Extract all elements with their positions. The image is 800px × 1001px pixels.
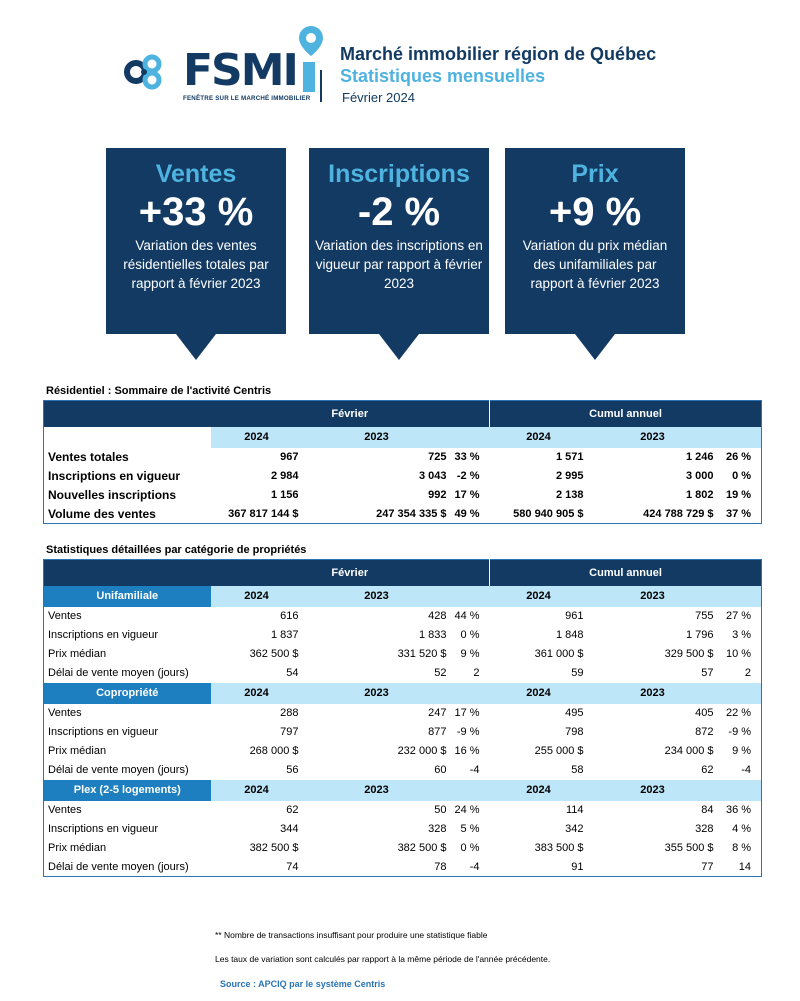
value-cell: 1 156	[270, 489, 299, 501]
kpi-label: Inscriptions	[328, 160, 470, 188]
value-cell: 234 000 $	[664, 745, 714, 757]
value-cell: 77	[701, 860, 714, 873]
year-header: 2024	[211, 586, 303, 607]
value-cell: 725	[428, 451, 447, 463]
value-cell: 58	[571, 764, 584, 776]
value-cell: 288	[280, 707, 299, 719]
table-row	[44, 723, 762, 742]
row-label: Délai de vente moyen (jours)	[48, 764, 189, 776]
value-cell: 798	[565, 726, 584, 738]
value-cell: 255 000 $	[534, 745, 584, 757]
year-header: 2023	[588, 683, 718, 704]
year-header: 2023	[303, 427, 451, 448]
kpi-description: Variation du prix médian des unifamiliales par rapport à février 2023	[522, 238, 668, 291]
row-label: Ventes	[48, 610, 82, 622]
variation-cell: 19 %	[725, 489, 752, 501]
period-header: Cumul annuel	[490, 401, 762, 427]
variation-cell: -9 %	[456, 726, 480, 738]
value-cell: 428	[428, 610, 447, 622]
table-row	[44, 742, 762, 761]
value-cell: 54	[286, 667, 299, 679]
value-cell: 247 354 335 $	[376, 507, 447, 520]
table-row	[44, 761, 762, 780]
variation-cell: 5 %	[460, 823, 480, 835]
row-label: Inscriptions en vigueur	[48, 823, 159, 835]
year-header: 2023	[303, 780, 451, 801]
table-row	[44, 645, 762, 664]
page-title: Marché immobilier région de Québec	[340, 44, 657, 64]
source-note: Source : APCIQ par le système Centris	[220, 979, 386, 989]
row-label: Inscriptions en vigueur	[48, 629, 159, 641]
period-header: Février	[211, 401, 490, 427]
year-header: 2023	[303, 586, 451, 607]
category-label: Unifamiliale	[44, 586, 211, 607]
kpi-description: Variation des ventes résidentielles totales par rapport à février 2023	[123, 238, 269, 291]
footnote-variation: Les taux de variation sont calculés par rapport à la même période de l'année précédente.	[215, 954, 551, 964]
kpi-value: -2 %	[357, 190, 441, 234]
value-cell: 383 500 $	[534, 842, 584, 854]
variation-cell: 44 %	[454, 610, 480, 622]
variation-cell: 2	[744, 667, 752, 679]
table-row	[44, 505, 762, 524]
value-cell: 1 571	[555, 451, 584, 463]
summary-title: Résidentiel : Sommaire de l'activité Centris	[46, 385, 272, 397]
value-cell: 62	[701, 764, 714, 776]
value-cell: 62	[286, 804, 299, 816]
row-label: Prix médian	[48, 745, 107, 757]
logo-wordmark: FSMI	[183, 45, 297, 96]
value-cell: 59	[571, 667, 584, 679]
table-row	[44, 801, 762, 820]
header-divider	[320, 70, 322, 102]
variation-cell: 0 %	[460, 842, 480, 854]
value-cell: 367 817 144 $	[228, 507, 299, 520]
value-cell: 355 500 $	[664, 842, 714, 854]
table-header-row	[44, 560, 762, 586]
table-row	[44, 858, 762, 877]
value-cell: 362 500 $	[249, 648, 299, 660]
value-cell: 50	[434, 804, 447, 816]
variation-cell: 27 %	[725, 610, 752, 622]
table-row	[44, 664, 762, 683]
row-label: Ventes	[48, 707, 82, 719]
row-label: Ventes	[48, 804, 82, 816]
value-cell: 405	[695, 707, 714, 719]
row-label: Délai de vente moyen (jours)	[48, 667, 189, 679]
variation-cell: 9 %	[732, 745, 752, 757]
footnote-insufficient: ** Nombre de transactions insuffisant pour produire une statistique fiable	[215, 930, 488, 940]
row-label: Inscriptions en vigueur	[48, 469, 181, 483]
variation-cell: 17 %	[454, 707, 480, 719]
value-cell: 3 043	[418, 470, 447, 482]
value-cell: 328	[695, 823, 714, 835]
value-cell: 1 802	[685, 489, 714, 501]
table-row	[44, 607, 762, 626]
kpi-listings	[309, 148, 489, 334]
value-cell: 967	[280, 451, 299, 463]
year-header-row	[44, 427, 762, 448]
value-cell: 331 520 $	[397, 648, 447, 660]
fsmi-logo-icon	[122, 50, 166, 94]
value-cell: 328	[428, 823, 447, 835]
value-cell: 2 138	[555, 489, 584, 501]
value-cell: 382 500 $	[397, 842, 447, 854]
value-cell: 424 788 729 $	[643, 507, 714, 520]
variation-cell: 37 %	[725, 507, 752, 520]
logo-tagline: FENÊTRE SUR LE MARCHÉ IMMOBILIER	[183, 95, 311, 102]
variation-cell: 17 %	[454, 489, 480, 501]
year-header: 2024	[490, 427, 588, 448]
value-cell: 52	[434, 667, 447, 679]
value-cell: 84	[701, 804, 714, 816]
year-header: 2023	[303, 683, 451, 704]
variation-cell: 3 %	[732, 629, 752, 641]
variation-cell: 49 %	[454, 507, 480, 520]
year-header: 2023	[588, 780, 718, 801]
row-label: Nouvelles inscriptions	[48, 488, 177, 502]
variation-cell: 2	[473, 667, 480, 679]
variation-cell: 9 %	[460, 648, 480, 660]
variation-cell: 26 %	[725, 451, 752, 463]
variation-cell: 4 %	[732, 823, 752, 835]
detail-table	[43, 559, 762, 877]
detail-title: Statistiques détaillées par catégorie de propriétés	[46, 544, 307, 556]
kpi-value: +33 %	[138, 190, 254, 234]
value-cell: 74	[286, 860, 299, 873]
row-label: Inscriptions en vigueur	[48, 726, 159, 738]
variation-cell: -4	[469, 764, 480, 776]
value-cell: 57	[701, 667, 714, 679]
value-cell: 3 000	[685, 470, 714, 482]
value-cell: 877	[428, 726, 447, 738]
value-cell: 60	[434, 764, 447, 776]
variation-cell: 14	[738, 860, 752, 873]
value-cell: 1 246	[685, 451, 714, 463]
variation-cell: -4	[469, 860, 480, 873]
variation-cell: 33 %	[454, 451, 480, 463]
variation-cell: 0 %	[460, 629, 480, 641]
value-cell: 329 500 $	[664, 648, 714, 660]
value-cell: 1 837	[270, 629, 299, 641]
year-header: 2024	[211, 780, 303, 801]
value-cell: 2 995	[555, 470, 584, 482]
table-row	[44, 626, 762, 645]
variation-cell: -4	[741, 764, 752, 776]
value-cell: 797	[280, 726, 299, 738]
variation-cell: 36 %	[725, 804, 752, 816]
period-header: Cumul annuel	[490, 560, 762, 586]
value-cell: 56	[286, 764, 299, 776]
year-header: 2023	[588, 586, 718, 607]
value-cell: 495	[565, 707, 584, 719]
period-header: Février	[211, 560, 490, 586]
variation-cell: 16 %	[454, 745, 480, 757]
value-cell: 755	[695, 610, 714, 622]
year-header: 2024	[490, 780, 588, 801]
value-cell: 382 500 $	[249, 842, 299, 854]
kpi-description: Variation des inscriptions en vigueur par rapport à février 2023	[315, 238, 483, 291]
kpi-label: Prix	[571, 160, 619, 188]
kpi-label: Ventes	[155, 160, 237, 188]
row-label: Prix médian	[48, 648, 107, 660]
value-cell: 114	[565, 804, 584, 816]
value-cell: 961	[565, 610, 584, 622]
variation-cell: -9 %	[728, 726, 752, 738]
row-label: Ventes totales	[48, 450, 129, 464]
kpi-sales	[106, 148, 286, 334]
year-header: 2024	[490, 586, 588, 607]
value-cell: 342	[565, 823, 584, 835]
report-period: Février 2024	[342, 90, 415, 105]
value-cell: 2 984	[270, 470, 299, 482]
row-label: Prix médian	[48, 842, 107, 854]
category-header-row	[44, 683, 762, 704]
value-cell: 580 940 905 $	[513, 507, 584, 520]
value-cell: 361 000 $	[534, 648, 584, 660]
value-cell: 992	[428, 489, 447, 501]
table-row	[44, 467, 762, 486]
category-header-row	[44, 780, 762, 801]
table-row	[44, 704, 762, 723]
variation-cell: -2 %	[456, 470, 480, 482]
variation-cell: 22 %	[725, 707, 752, 719]
kpi-value: +9 %	[548, 190, 642, 234]
table-row	[44, 839, 762, 858]
page-subtitle: Statistiques mensuelles	[340, 66, 546, 86]
value-cell: 78	[434, 860, 447, 873]
value-cell: 344	[280, 823, 299, 835]
value-cell: 268 000 $	[249, 745, 299, 757]
kpi-price	[505, 148, 685, 334]
value-cell: 247	[428, 707, 447, 719]
value-cell: 91	[571, 860, 584, 873]
variation-cell: 8 %	[732, 842, 752, 854]
year-header: 2023	[588, 427, 718, 448]
table-header-row	[44, 401, 762, 427]
value-cell: 616	[280, 610, 299, 622]
variation-cell: 24 %	[454, 804, 480, 816]
year-header: 2024	[211, 683, 303, 704]
row-label: Délai de vente moyen (jours)	[48, 860, 189, 873]
value-cell: 1 796	[685, 629, 714, 641]
row-label: Volume des ventes	[48, 506, 156, 521]
year-header: 2024	[211, 427, 303, 448]
value-cell: 1 848	[555, 629, 584, 641]
value-cell: 872	[695, 726, 714, 738]
summary-table	[43, 400, 762, 524]
map-pin-icon	[293, 22, 329, 92]
table-row	[44, 448, 762, 467]
variation-cell: 0 %	[732, 470, 752, 482]
table-row	[44, 486, 762, 505]
value-cell: 232 000 $	[397, 745, 447, 757]
category-label: Plex (2-5 logements)	[44, 780, 211, 801]
category-label: Copropriété	[44, 683, 211, 704]
category-header-row	[44, 586, 762, 607]
variation-cell: 10 %	[725, 648, 752, 660]
year-header: 2024	[490, 683, 588, 704]
table-row	[44, 820, 762, 839]
value-cell: 1 833	[418, 629, 447, 641]
